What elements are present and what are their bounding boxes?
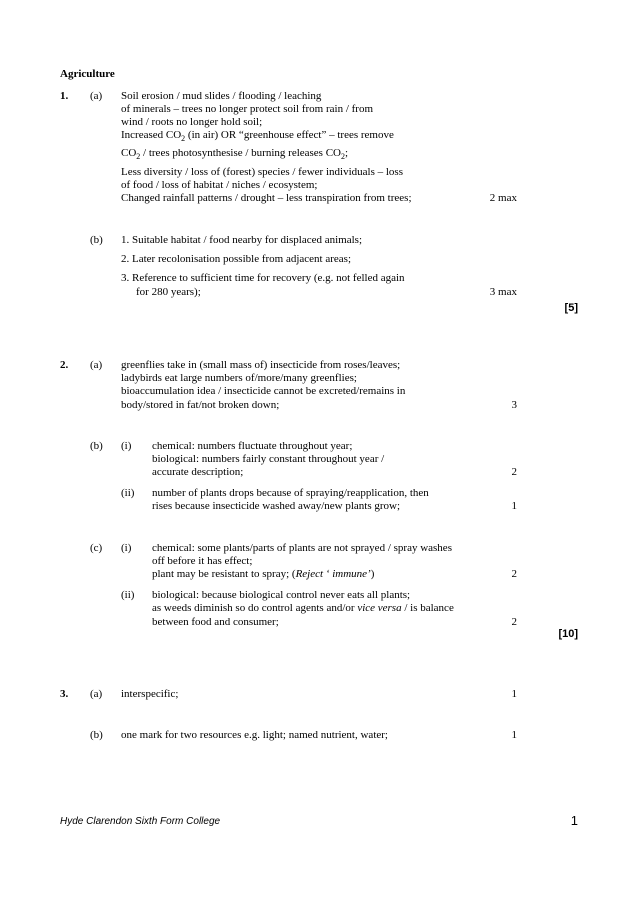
- q2bii-marks: 1: [511, 500, 517, 512]
- q3a-label: (a): [90, 688, 103, 700]
- question-number-2: 2.: [60, 359, 69, 371]
- q2ci-line: chemical: some plants/parts of plants are not sprayed / spray washes: [152, 542, 452, 554]
- q1a-line: of minerals – trees no longer protect soil from rain / from: [121, 103, 374, 115]
- q2ci-line: plant may be resistant to spray; (Reject ‘ immune’): [152, 568, 375, 580]
- q2bii-line: number of plants drops because of spraying/reapplication, then: [152, 487, 429, 499]
- footer-college-name: Hyde Clarendon Sixth Form College: [60, 816, 221, 827]
- question-number-1: 1.: [60, 90, 69, 102]
- q2cii-line: as weeds diminish so do control agents and/or vice versa / is balance: [152, 602, 454, 614]
- q2bi-line: chemical: numbers fluctuate throughout year;: [152, 440, 353, 452]
- q1b-line: 3. Reference to sufficient time for recovery (e.g. not felled again: [121, 272, 405, 284]
- q2a-line: body/stored in fat/not broken down;: [121, 399, 280, 411]
- q1a-line: Less diversity / loss of (forest) species / fewer individuals – loss: [121, 166, 403, 178]
- q2bi-label: (i): [121, 440, 132, 452]
- q1a-line: of food / loss of habitat / niches / ecosystem;: [121, 179, 318, 191]
- q1a-line: $CO_2$ / trees photosynthesise / burning releases $CO_2$;: [121, 147, 349, 161]
- q2ci-marks: 2: [511, 568, 517, 580]
- q3a-marks: 1: [511, 688, 517, 700]
- q1b-line: 2. Later recolonisation possible from adjacent areas;: [121, 253, 351, 265]
- q2ci-line: off before it has effect;: [152, 555, 253, 567]
- q2cii-marks: 2: [511, 616, 517, 628]
- q2cii-line: between food and consumer;: [152, 616, 279, 628]
- q3b-line: one mark for two resources e.g. light; named nutrient, water;: [121, 729, 388, 741]
- q2b-label: (b): [90, 440, 103, 452]
- q3a-line: interspecific;: [121, 688, 179, 700]
- section-heading: Agriculture: [60, 68, 115, 80]
- question-number-3: 3.: [60, 688, 69, 700]
- q1a-line: Soil erosion / mud slides / flooding / leaching: [121, 90, 322, 102]
- q2bii-label: (ii): [121, 487, 135, 499]
- q2bi-line: accurate description;: [152, 466, 244, 478]
- q1-total-marks: [5]: [564, 302, 578, 314]
- q2a-line: greenflies take in (small mass of) insecticide from roses/leaves;: [121, 359, 401, 371]
- q2bii-line: rises because insecticide washed away/new plants grow;: [152, 500, 401, 512]
- q1a-line: wind / roots no longer hold soil;: [121, 116, 263, 128]
- q2bi-line: biological: numbers fairly constant throughout year /: [152, 453, 385, 465]
- q1b-marks: 3 max: [489, 286, 517, 298]
- q2-total-marks: [10]: [558, 628, 578, 640]
- q2ci-label: (i): [121, 542, 132, 554]
- q2a-line: ladybirds eat large numbers of/more/many greenflies;: [121, 372, 357, 384]
- q2c-label: (c): [90, 542, 103, 554]
- q3b-marks: 1: [511, 729, 517, 741]
- q1b-label: (b): [90, 234, 103, 246]
- q2cii-label: (ii): [121, 589, 135, 601]
- q1b-line: for 280 years);: [136, 286, 201, 298]
- q1b-line: 1. Suitable habitat / food nearby for displaced animals;: [121, 234, 363, 246]
- q2a-marks: 3: [511, 399, 517, 411]
- q2a-label: (a): [90, 359, 103, 371]
- footer-page-number: 1: [570, 813, 578, 828]
- q3b-label: (b): [90, 729, 103, 741]
- q1a-marks: 2 max: [489, 192, 517, 204]
- q1a-line: Increased $CO_2$ (in air) OR “greenhouse effect” – trees remove: [121, 129, 394, 143]
- q2bi-marks: 2: [511, 466, 517, 478]
- q2cii-line: biological: because biological control never eats all plants;: [152, 589, 411, 601]
- q1a-line: Changed rainfall patterns / drought – less transpiration from trees;: [121, 192, 412, 204]
- q2a-line: bioaccumulation idea / insecticide cannot be excreted/remains in: [121, 385, 406, 397]
- q1a-label: (a): [90, 90, 103, 102]
